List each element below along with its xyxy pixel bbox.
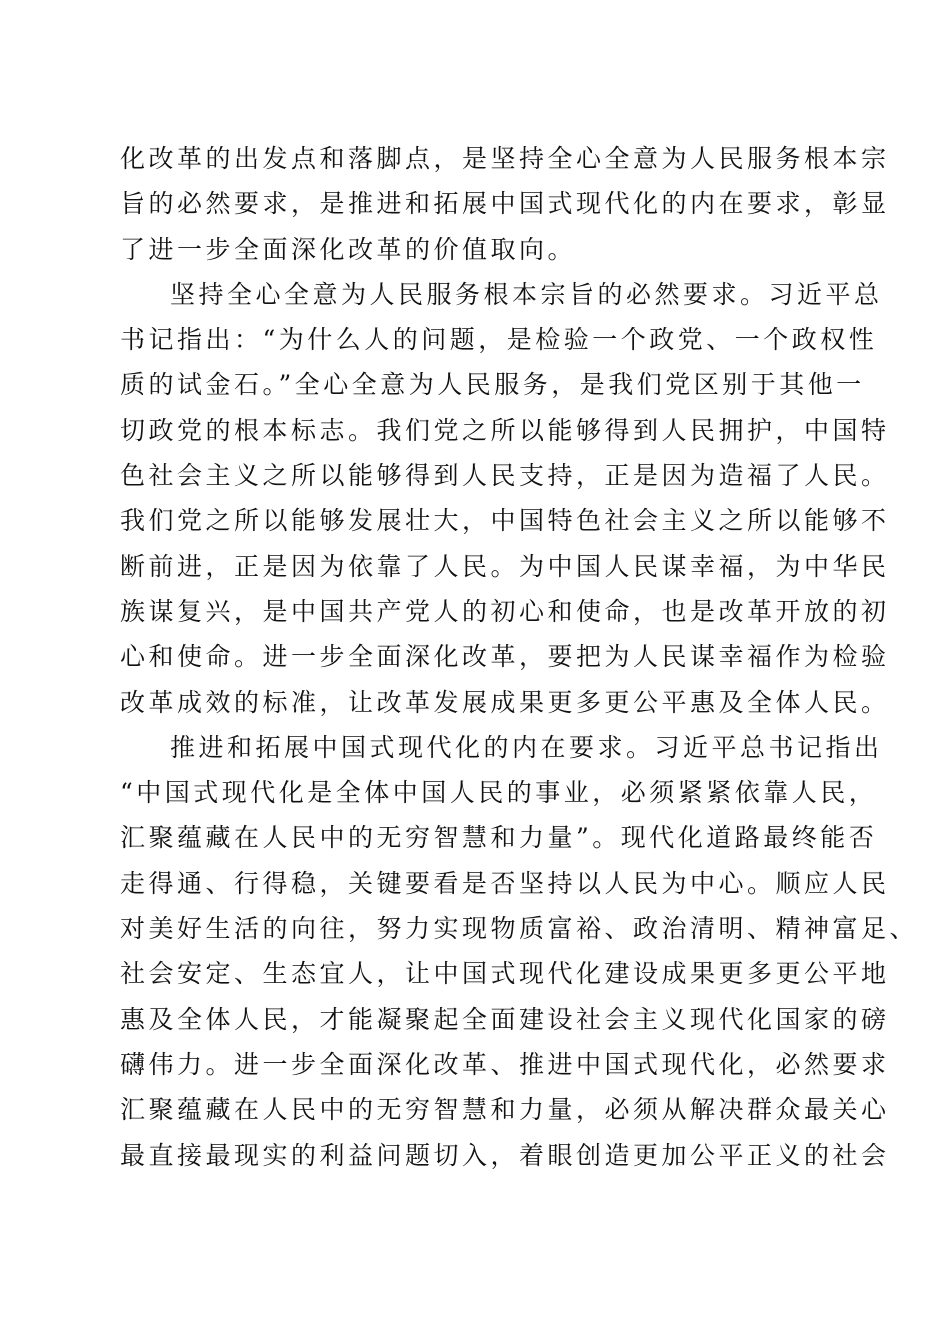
text-line: 断前进，正是因为依靠了人民。为中国人民谋幸福，为中华民: [120, 551, 890, 581]
text-line: 色社会主义之所以能够得到人民支持，正是因为造福了人民。: [120, 461, 890, 491]
text-line: 礴伟力。进一步全面深化改革、推进中国式现代化，必然要求: [120, 1049, 890, 1079]
text-line: 对美好生活的向往，努力实现物质富裕、政治清明、精神富足、: [120, 914, 919, 944]
text-line: 改革成效的标准，让改革发展成果更多更公平惠及全体人民。: [120, 687, 890, 717]
body-text: [120, 140, 919, 1182]
text-line: 化改革的出发点和落脚点，是坚持全心全意为人民服务根本宗: [120, 144, 890, 173]
text-line: 族谋复兴，是中国共产党人的初心和使命，也是改革开放的初: [120, 596, 890, 626]
text-line: 我们党之所以能够发展壮大，中国特色社会主义之所以能够不: [120, 506, 890, 536]
text-line: 汇聚蕴藏在人民中的无穷智慧和力量”。现代化道路最终能否: [120, 823, 878, 853]
text-line: “中国式现代化是全体中国人民的事业，必须紧紧依靠人民，: [120, 778, 878, 808]
text-line: 切政党的根本标志。我们党之所以能够得到人民拥护，中国特: [120, 415, 890, 445]
text-line: 了进一步全面深化改革的价值取向。: [120, 234, 577, 264]
text-line: 最直接最现实的利益问题切入，着眼创造更加公平正义的社会: [120, 1140, 890, 1170]
text-line: 坚持全心全意为人民服务根本宗旨的必然要求。习近平总: [170, 279, 883, 309]
text-line: 质的试金石。”全心全意为人民服务，是我们党区别于其他一: [120, 370, 865, 400]
text-line: 走得通、行得稳，关键要看是否坚持以人民为中心。顺应人民: [120, 868, 890, 898]
text-line: 惠及全体人民，才能凝聚起全面建设社会主义现代化国家的磅: [120, 1004, 890, 1034]
text-line: 旨的必然要求，是推进和拓展中国式现代化的内在要求，彰显: [120, 189, 890, 219]
text-line: 心和使命。进一步全面深化改革，要把为人民谋幸福作为检验: [120, 642, 890, 672]
text-line: 汇聚蕴藏在人民中的无穷智慧和力量，必须从解决群众最关心: [120, 1095, 890, 1125]
text-line: 书记指出：“为什么人的问题，是检验一个政党、一个政权性: [120, 325, 878, 355]
text-line: 社会安定、生态宜人，让中国式现代化建设成果更多更公平地: [120, 959, 890, 989]
text-line: 推进和拓展中国式现代化的内在要求。习近平总书记指出: [170, 732, 883, 762]
